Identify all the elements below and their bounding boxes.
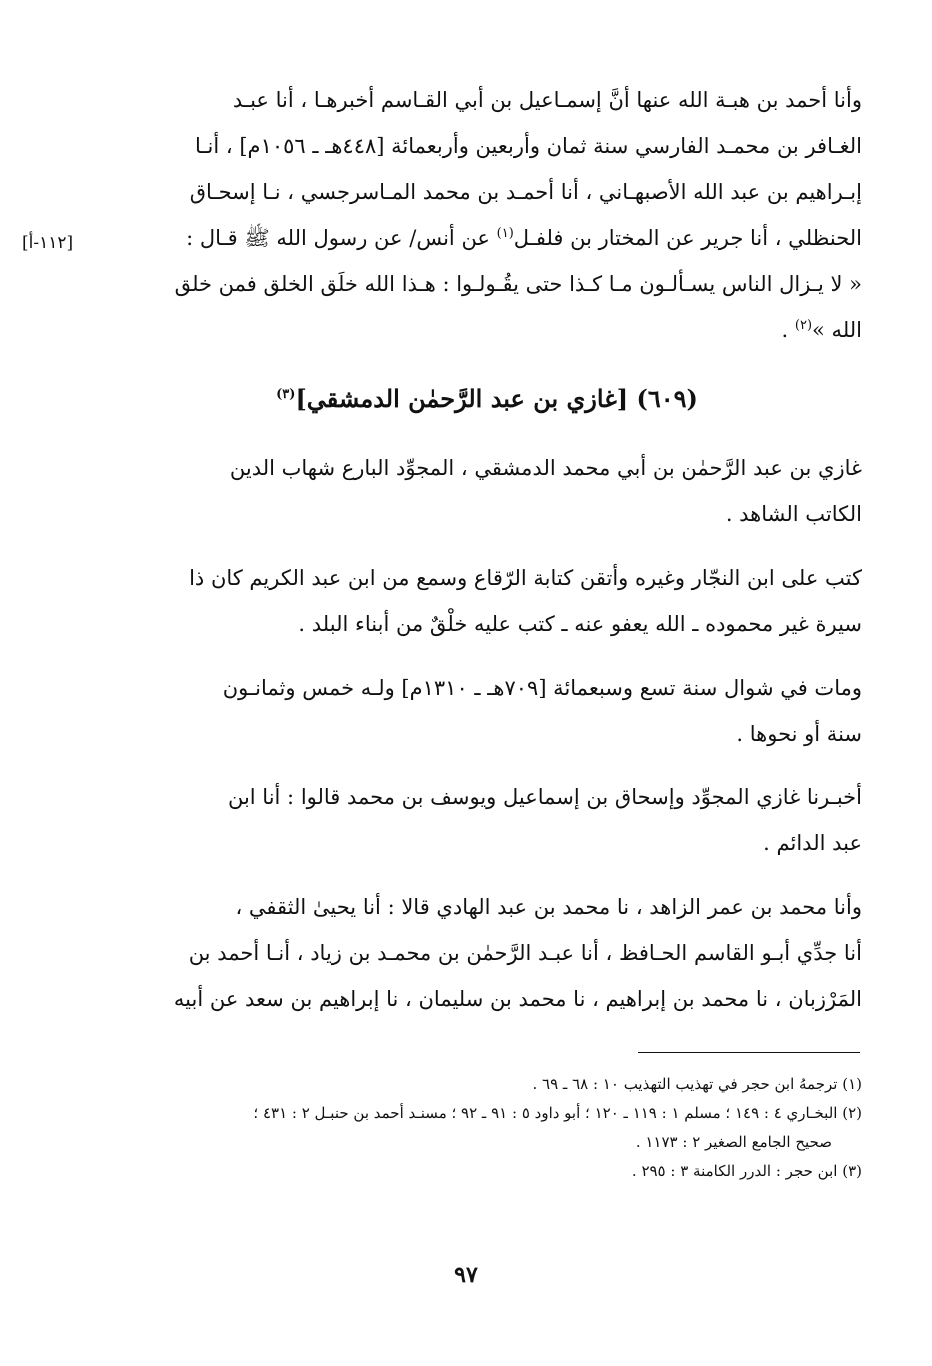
page-number: ٩٧ [454,1262,478,1288]
paragraph-death [112,665,862,757]
paragraph-studies [112,555,862,647]
text-line [112,215,862,261]
footnotes [112,1070,862,1186]
text-line: الغـافر بن محمـد الفارسي سنة ثمان وأربعين وأربعمائة [٤٤٨هـ ـ ١٠٥٦م] ، أنـا [195,134,862,158]
text-fragment: الله » [812,318,862,342]
text-line: الكاتب الشاهد . [725,502,862,526]
footnote-2: (٢) البخـاري ٤ : ١٤٩ ؛ مسلم ١ : ١١٩ ـ ١٢٠ ؛ أبو داود ٥ : ٩١ ـ ٩٢ ؛ مسنـد أحمد بن حنبـل ٢ : ٤٣١ ؛ [253,1104,862,1122]
text-line: غازي بن عبد الرَّحمٰن بن أبي محمد الدمشقي ، المجوِّد البارع شهاب الدين [229,456,862,480]
footnote-ref-1: (١) [496,226,514,241]
text-line: سنة أو نحوها . [736,722,862,746]
text-fragment: . [781,318,795,342]
text-line: عبد الدائم . [763,831,862,855]
footnote-1: (١) ترجمهُ ابن حجر في تهذيب التهذيب ١٠ : ٦٨ ـ ٦٩ . [532,1075,862,1093]
paragraph-isnad-3 [112,884,862,1022]
entry-heading [112,376,862,422]
text-line: « لا يـزال الناس يسـألـون مـا كـذا حتى يقُـولـوا : هـذا الله خلَق الخلق فمن خلق [174,272,862,296]
footnote-3: (٣) ابن حجر : الدرر الكامنة ٣ : ٢٩٥ . [631,1162,862,1180]
entry-heading-text: (٦٠٩) [غازي بن عبد الرَّحمٰن الدمشقي] [295,384,698,413]
text-fragment: الحنظلي ، أنا جرير عن المختار بن فلفـل [513,226,862,250]
margin-folio-note: [١١٢-أ] [22,233,74,253]
footnote-ref-3: (٣) [276,387,296,402]
footnote-2-continued: صحيح الجامع الصغير ٢ : ١١٧٣ . [635,1133,832,1151]
text-line: أخبـرنا غازي المجوِّد وإسحاق بن إسماعيل ويوسف بن محمد قالوا : أنا ابن [227,785,862,809]
text-line: ومات في شوال سنة تسع وسبعمائة [٧٠٩هـ ـ ١٣١٠م] ولـه خمس وثمانـون [222,676,862,700]
text-line: وأنا محمد بن عمر الزاهد ، نا محمد بن عبد الهادي قالا : أنا يحيىٰ الثقفي ، [235,895,862,919]
text-line: سيرة غير محموده ـ الله يعفو عنه ـ كتب عليه خلْقٌ من أبناء البلد . [298,612,862,636]
text-line [112,307,862,353]
text-line: وأنا أحمد بن هبـة الله عنها أنَّ إسمـاعيل بن أبي القـاسم أخبرهـا ، أنا عبـد [232,88,862,112]
text-line: كتب على ابن النجّار وغيره وأتقن كتابة الرّقاع وسمع من ابن عبد الكريم كان ذا [189,566,862,590]
text-line: إبـراهيم بن عبد الله الأصبهـاني ، أنا أحمـد بن محمد المـاسرجسي ، نـا إسحـاق [189,180,862,204]
text-line: المَرْزبان ، نا محمد بن إبراهيم ، نا محمد بن سليمان ، نا إبراهيم بن سعد عن أبيه [173,987,862,1011]
paragraph-isnad-2 [112,774,862,866]
footnote-separator [638,1052,860,1053]
text-fragment: عن أنس/ عن رسول الله ﷺ قـال : [186,226,497,250]
paragraph-biography [112,445,862,537]
footnote-ref-2: (٢) [794,318,813,333]
paragraph-isnad-1 [112,77,862,353]
text-line: أنا جدِّي أبـو القاسم الحـافظ ، أنا عبـد الرَّحمٰن بن محمـد بن زياد ، أنـا أحمد بن [188,941,862,965]
